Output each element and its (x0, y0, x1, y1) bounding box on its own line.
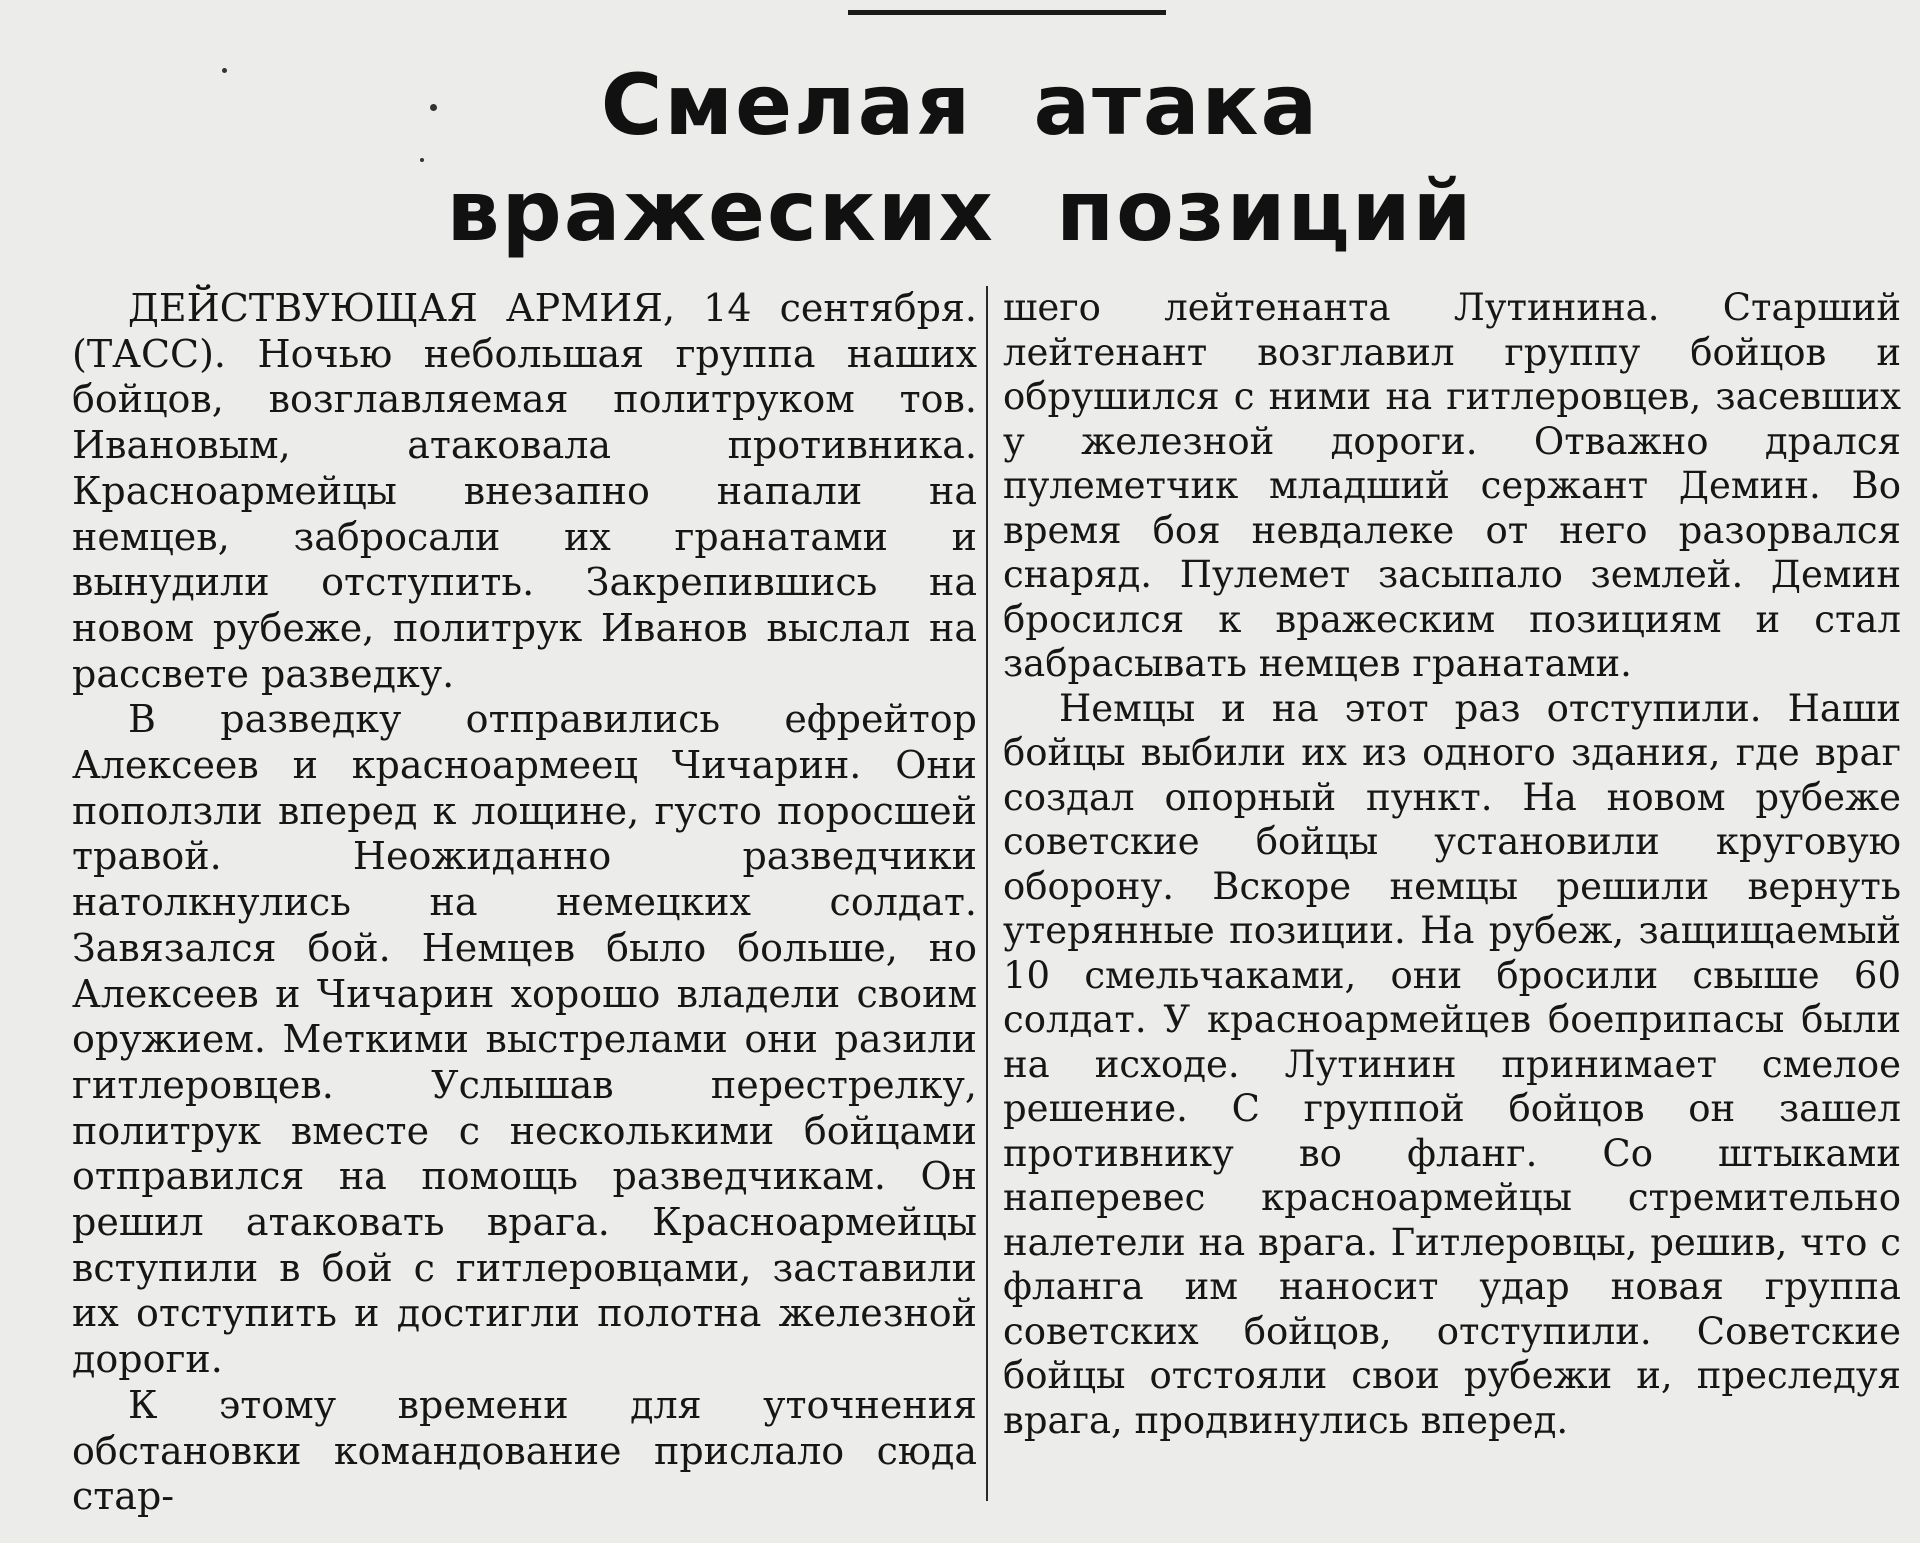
article-paragraph: ДЕЙСТВУЮЩАЯ АРМИЯ, 14 сентября. (ТАСС). Ночью небольшая группа наших бойцов, возглавляемая политруком тов. Ивановым, атаковала противника. Красноармейцы внезапно напали на немцев, забросали их гранатами и вынудили отступить. Закрепившись на новом рубеже, политрук Иванов выслал на рассвете разведку. (72, 286, 977, 696)
article-paragraph: Немцы и на этот раз отступили. Наши бойцы выбили их из одного здания, где враг создал опорный пункт. На новом рубеже советские бойцы установили круговую оборону. Вскоре немцы решили вернуть утерянные позиции. На рубеж, защищаемый 10 смельчаками, они бросили свыше 60 солдат. У красноармейцев боеприпасы были на исходе. Лутинин принимает смелое решение. С группой бойцов он зашел противнику во фланг. Со штыками наперевес красноармейцы стремительно налетели на врага. Гитлеровцы, решив, что с фланга им наносит удар новая группа советских бойцов, отступили. Советские бойцы отстояли свои рубежи и, преследуя врага, продвинулись вперед. (1003, 686, 1901, 1442)
article-left-column (72, 286, 977, 1520)
article-paragraph: К этому времени для уточнения обстановки командование прислало сюда стар- (72, 1382, 977, 1519)
column-divider (986, 286, 988, 1501)
top-rule (848, 10, 1166, 15)
print-speck (222, 68, 227, 73)
article-headline: Смелая атака вражеских позиций (446, 56, 1474, 260)
article-paragraph: В разведку отправились ефрейтор Алексеев и красноармеец Чичарин. Они поползли вперед к лощине, густо поросшей травой. Неожиданно разведчики натолкнулись на немецких солдат. Завязался бой. Немцев было больше, но Алексеев и Чичарин хорошо владели своим оружием. Меткими выстрелами они разили гитлеровцев. Услышав перестрелку, политрук вместе с несколькими бойцами отправился на помощь разведчикам. Он решил атаковать врага. Красноармейцы вступили в бой с гитлеровцами, заставили их отступить и достигли полотна железной дороги. (72, 697, 977, 1382)
article-paragraph: шего лейтенанта Лутинина. Старший лейтенант возглавил группу бойцов и обрушился с ними на гитлеровцев, засевших у железной дороги. Отважно дрался пулеметчик младший сержант Демин. Во время боя невдалеке от него разорвался снаряд. Пулемет засыпало землей. Демин бросился к вражеским позициям и стал забрасывать немцев гранатами. (1003, 286, 1901, 685)
article-right-column (1003, 286, 1901, 1443)
